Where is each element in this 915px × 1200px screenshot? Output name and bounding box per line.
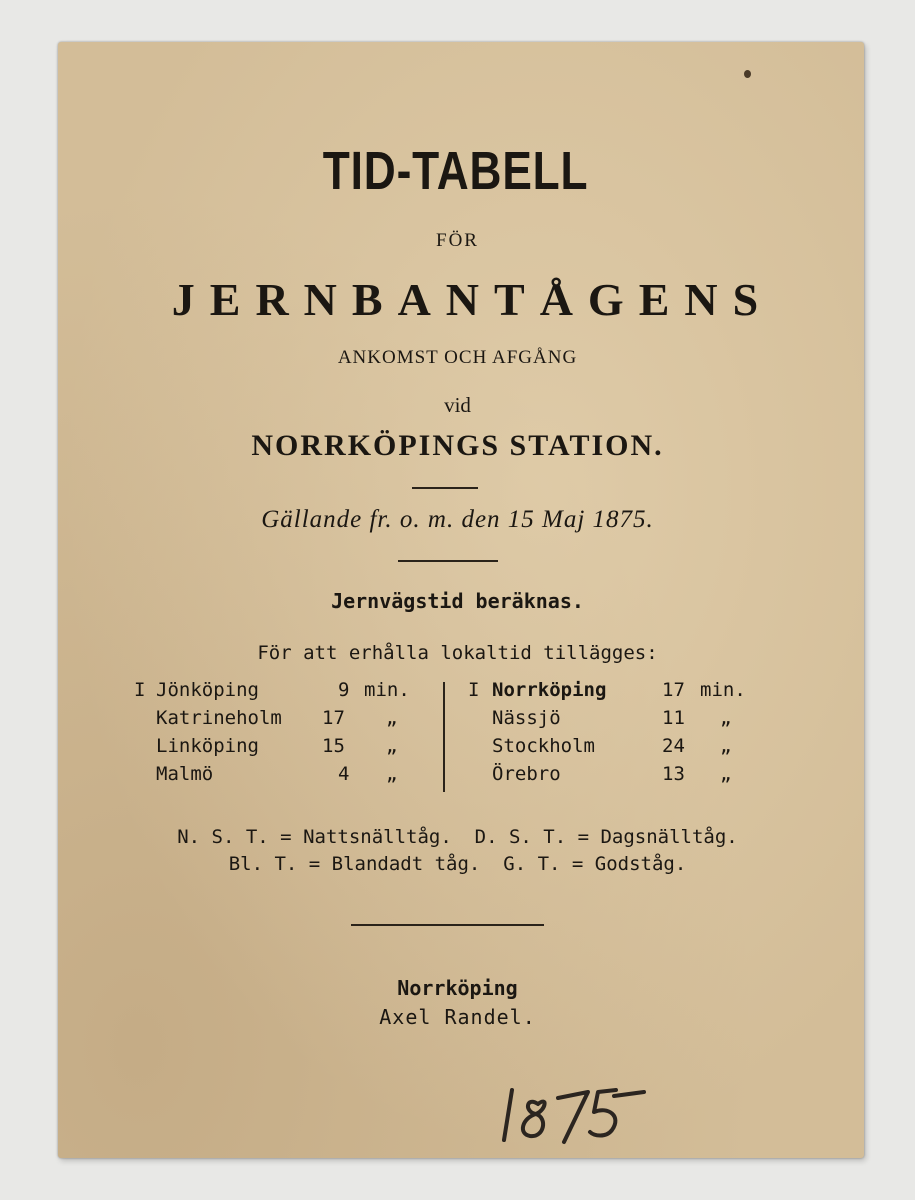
subject-heading: JERNBANTÅGENS [171, 274, 774, 325]
list-item: Katrineholm 17 „ [156, 707, 398, 729]
divider-rule-3 [351, 924, 544, 926]
list-item: Malmö 4 „ [156, 763, 398, 785]
document-title: TID-TABELL [322, 141, 589, 201]
divider-rule-2 [398, 560, 498, 562]
validity-date: Gällande fr. o. m. den 15 Maj 1875. [261, 506, 654, 533]
ink-spot [744, 70, 751, 78]
offset-list-left [134, 676, 434, 788]
list-item: I Jönköping 9 min. [134, 679, 410, 701]
list-item: Stockholm 24 „ [492, 735, 732, 757]
vid-label: vid [444, 393, 471, 417]
column-divider [443, 682, 445, 792]
list-item: I Norrköping 17 min. [468, 679, 746, 701]
station-name: NORRKÖPINGS STATION. [251, 429, 664, 462]
offset-list-right [468, 676, 768, 788]
publisher-name: Axel Randel. [379, 1005, 536, 1029]
abbreviations-line-1: N. S. T. = Nattsnälltåg. D. S. T. = Dagsnälltåg. [177, 826, 738, 848]
for-label: FÖR [436, 230, 479, 251]
abbreviations-line-2: Bl. T. = Blandadt tåg. G. T. = Godståg. [228, 853, 687, 875]
divider-rule-1 [412, 487, 478, 489]
list-item: Linköping 15 „ [156, 735, 398, 757]
list-item: Örebro 13 „ [492, 763, 732, 785]
arrival-departure-line: ANKOMST OCH AFGÅNG [337, 347, 578, 368]
handwritten-year-1875 [498, 1076, 648, 1156]
list-item: Nässjö 11 „ [492, 707, 732, 729]
time-note-title: Jernvägstid beräknas. [331, 589, 584, 613]
publisher-city: Norrköping [397, 976, 518, 1000]
time-note-instruction: För att erhålla lokaltid tillägges: [257, 642, 658, 664]
